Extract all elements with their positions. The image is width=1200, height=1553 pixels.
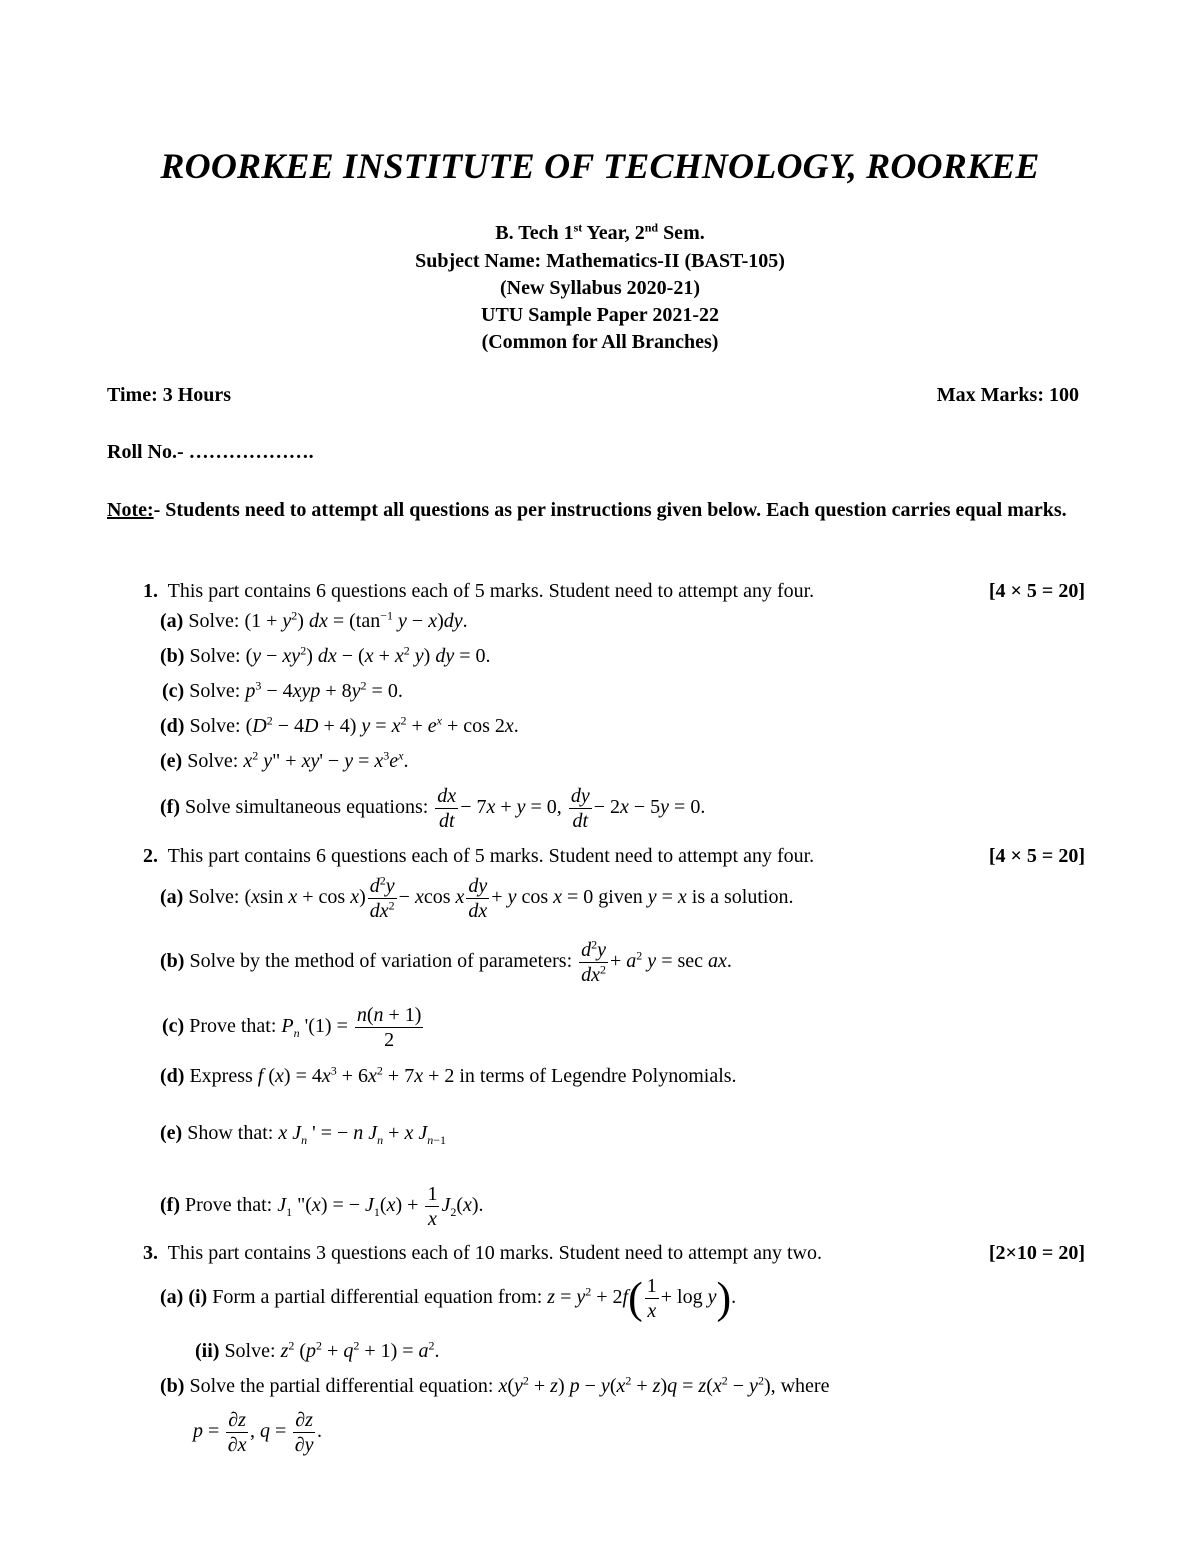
q1-f-text: Solve simultaneous equations: (184, 796, 429, 819)
q3-a-i-equation: $z = y^2 + 2f$( $\frac{1}{x}$ + log y). (547, 1273, 737, 1323)
q1-d-text: Solve: (189, 715, 241, 737)
q1-f-label: (f) (160, 796, 180, 819)
q2-a-text: Solve: (188, 886, 240, 909)
course-sup1: st (573, 220, 583, 235)
q2-b-text: Solve by the method of variation of parameters: (189, 950, 573, 973)
q3-a-label: (a) (160, 1286, 184, 1309)
q2-d-tail: in terms of Legendre Polynomials. (459, 1065, 737, 1087)
q3-b-definitions: p = $\frac{\partial z}{\partial x}$ , q = $\frac{\partial z}{\partial y}$ . (193, 1409, 322, 1456)
roll-no-field: Roll No.- ………………. (107, 441, 314, 463)
course-prefix: B. Tech 1 (495, 222, 574, 244)
q2-marks: [4 × 5 = 20] (988, 845, 1085, 867)
q2-c-text: Prove that: (189, 1015, 277, 1038)
q1-f-equation: $\frac{dx}{dt}$ − 7x + y = 0, $\frac{dy}{dt}$ − 2x − 5y = 0. (437, 785, 706, 832)
q2-a (160, 874, 793, 923)
q3-b-label: (b) (160, 1375, 185, 1397)
q2-d (160, 1065, 737, 1088)
note-label: Note: (107, 499, 154, 521)
q2-c (162, 1003, 425, 1052)
q2-f (160, 1182, 484, 1231)
time-label: Time: 3 Hours (107, 384, 232, 406)
q2-b (160, 938, 732, 987)
syllabus-line: (New Syllabus 2020-21) (499, 277, 700, 299)
q2-e-text: Show that: (187, 1122, 274, 1144)
q2-a-condition: y = x (647, 886, 687, 909)
q2-a-equation: (xsin x + cos x) $\frac{d^2y}{dx^2}$ − xcos x $\frac{dy}{dx}$ + y cos x = 0 (244, 873, 599, 922)
q1-c-equation: $p^3 - 4xyp + 8y^2 = 0$. (245, 678, 403, 702)
q1-b (160, 645, 491, 668)
q1-e (160, 750, 409, 773)
note-paragraph (107, 497, 1085, 524)
q1-d-label: (d) (160, 715, 185, 737)
q3-b (160, 1375, 829, 1398)
q3-b-equation: $x(y^2 + z) p - y(x^2 + z)q = z(x^2 - y^2)$, (498, 1373, 776, 1397)
q2-f-label: (f) (160, 1194, 180, 1217)
q3-a-ii-equation: $z^2$ $(p^2 + q^2 + 1) = a^2$. (280, 1338, 440, 1362)
q2-a-solution-text: is a solution. (691, 886, 794, 909)
course-line (0, 222, 1200, 245)
q2-a-label: (a) (160, 886, 184, 909)
q3-text: This part contains 3 questions each of 10 marks. Student need to attempt any two. (167, 1242, 822, 1264)
branches-line: (Common for All Branches) (481, 331, 719, 353)
q1-number: 1. (143, 580, 158, 602)
q1-d (160, 715, 519, 738)
q1-e-text: Solve: (187, 750, 239, 772)
q3-a-i (160, 1274, 736, 1323)
q2-d-text: Express (189, 1065, 253, 1087)
q2-text: This part contains 6 questions each of 5 marks. Student need to attempt any four. (167, 845, 815, 867)
q1-a-equation: $(1 + y^2)$ dx = ($\tan^{-1}$ y − x)dy. (244, 608, 468, 632)
institute-title: ROORKEE INSTITUTE OF TECHNOLOGY, ROORKEE (160, 146, 1040, 186)
q3-number: 3. (143, 1242, 158, 1264)
paper-line: UTU Sample Paper 2021-22 (481, 304, 719, 326)
course-mid: Year, 2 (582, 222, 645, 244)
q2-b-equation: $\frac{d^2y}{dx^2}$ + $a^2$ y = sec ax. (581, 937, 732, 986)
q2-e-label: (e) (160, 1122, 183, 1144)
q2-a-given: given (598, 886, 643, 909)
q2-b-label: (b) (160, 950, 185, 973)
q2-f-equation: $J_1$ "(x) = − $J_1(x)$ + $\frac{1}{x}$ $J_2(x)$. (277, 1183, 484, 1230)
q2-f-text: Prove that: (184, 1194, 273, 1217)
q1-header (143, 580, 814, 603)
q2-e-equation: x $J_n$ ' = − n $J_n + x$ $J_{n-1}$ (278, 1122, 446, 1147)
q1-marks: [4 × 5 = 20] (988, 580, 1085, 602)
q3-header (143, 1242, 822, 1265)
q1-b-text: Solve: (189, 645, 241, 667)
q1-text: This part contains 6 questions each of 5 marks. Student need to attempt any four. (167, 580, 815, 602)
q1-b-label: (b) (160, 645, 185, 667)
q3-b-where: where (780, 1375, 830, 1397)
q2-e (160, 1122, 446, 1145)
q2-number: 2. (143, 845, 158, 867)
q1-d-equation: $(D^2 - 4D + 4) y = x^2 + e^x + \cos 2x$. (245, 713, 519, 737)
q1-c-text: Solve: (189, 680, 241, 702)
q3-a-ii-text: Solve: (224, 1340, 276, 1362)
course-suffix: Sem. (658, 222, 705, 244)
q2-c-label: (c) (162, 1015, 185, 1038)
q2-c-equation: $P_n$ '(1) = $\frac{n(n + 1)}{2}$ (281, 1004, 422, 1051)
q2-d-equation: f $(x) = 4x^3 + 6x^2 + 7x + 2$ (257, 1063, 455, 1087)
q3-a-ii-label: (ii) (195, 1340, 220, 1362)
max-marks-label: Max Marks: 100 (936, 384, 1079, 406)
subject-line: Subject Name: Mathematics-II (BAST-105) (415, 250, 785, 272)
q3-a-i-text: Form a partial differential equation from: (212, 1286, 543, 1309)
q1-e-label: (e) (160, 750, 183, 772)
course-sup2: nd (644, 220, 659, 235)
q1-a-text: Solve: (188, 610, 240, 632)
q2-d-label: (d) (160, 1065, 185, 1087)
q3-marks: [2×10 = 20] (988, 1242, 1085, 1264)
q1-e-equation: $x^2$ y" + $xy' - y = x^3e^x$. (243, 748, 409, 772)
q2-header (143, 845, 814, 868)
q1-a-label: (a) (160, 610, 184, 632)
q1-c (162, 680, 403, 703)
q3-a-i-label: (i) (188, 1286, 208, 1309)
q3-b-text: Solve the partial differential equation: (189, 1375, 494, 1397)
note-text: - Students need to attempt all questions as per instructions given below. Each question carries equal marks. (153, 499, 1067, 521)
q1-a (160, 610, 468, 633)
q1-f (160, 784, 705, 833)
q1-c-label: (c) (162, 680, 185, 702)
q1-b-equation: $(y - xy^2)$ dx − ($x + x^2$ y) dy = 0. (245, 643, 491, 667)
q3-a-ii (195, 1340, 440, 1363)
